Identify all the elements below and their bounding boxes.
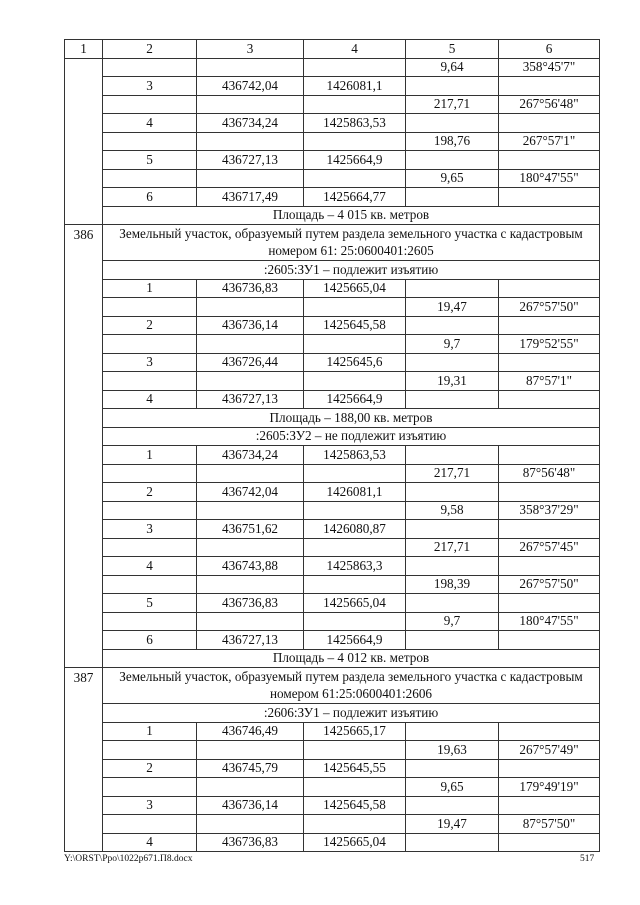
point-number: 6 [103, 188, 197, 207]
coordinate-x: 436727,13 [197, 390, 304, 409]
distance [406, 279, 499, 298]
table-row [65, 722, 600, 741]
table-row [65, 741, 600, 760]
coordinate-x: 436736,83 [197, 279, 304, 298]
coordinate-y: 1425664,9 [304, 390, 406, 409]
table-row [65, 501, 600, 520]
table-row [65, 114, 600, 133]
coordinate-x: 436727,13 [197, 631, 304, 650]
distance [406, 520, 499, 539]
coordinate-y [304, 575, 406, 594]
distance [406, 631, 499, 650]
direction-angle: 180°47'55" [499, 169, 600, 188]
distance [406, 390, 499, 409]
direction-angle: 358°45'7" [499, 58, 600, 77]
coordinate-x [197, 501, 304, 520]
direction-angle: 87°56'48" [499, 464, 600, 483]
coordinate-y: 1425664,77 [304, 188, 406, 207]
coordinate-y: 1425664,9 [304, 631, 406, 650]
coordinate-x [197, 575, 304, 594]
direction-angle: 267°57'50" [499, 298, 600, 317]
table-row [65, 353, 600, 372]
table-row [65, 279, 600, 298]
section-title-row [65, 225, 600, 261]
coordinate-y [304, 538, 406, 557]
distance: 198,39 [406, 575, 499, 594]
direction-angle [499, 151, 600, 170]
point-number: 3 [103, 796, 197, 815]
point-number [103, 575, 197, 594]
distance: 19,47 [406, 298, 499, 317]
area-text: Площадь – 4 015 кв. метров [103, 206, 600, 225]
direction-angle: 87°57'50" [499, 815, 600, 834]
coordinate-y: 1425645,6 [304, 353, 406, 372]
table-row [65, 833, 600, 852]
area-text: Площадь – 4 012 кв. метров [103, 649, 600, 668]
coordinate-x: 436734,24 [197, 446, 304, 465]
column-header: 1 [65, 40, 103, 59]
merged-row [65, 261, 600, 280]
point-number: 4 [103, 557, 197, 576]
coordinate-x: 436742,04 [197, 483, 304, 502]
coordinate-y [304, 95, 406, 114]
coordinate-y: 1425645,55 [304, 759, 406, 778]
lot-label: :2605:ЗУ2 – не подлежит изъятию [103, 427, 600, 446]
direction-angle [499, 631, 600, 650]
distance: 9,65 [406, 778, 499, 797]
point-number: 1 [103, 279, 197, 298]
coordinates-table [64, 39, 600, 852]
distance [406, 557, 499, 576]
section-title: Земельный участок, образуемый путем раздела земельного участка с кадастровым номером 61:25:0600401:2606 [103, 668, 600, 704]
coordinate-x [197, 778, 304, 797]
distance: 9,64 [406, 58, 499, 77]
coordinate-y [304, 501, 406, 520]
table-row [65, 95, 600, 114]
distance [406, 594, 499, 613]
distance [406, 151, 499, 170]
direction-angle [499, 759, 600, 778]
distance: 217,71 [406, 464, 499, 483]
merged-row [65, 409, 600, 428]
section-number: 386 [65, 225, 103, 668]
table-row [65, 612, 600, 631]
section-number [65, 58, 103, 225]
table-row [65, 77, 600, 96]
coordinate-x [197, 612, 304, 631]
table-row [65, 151, 600, 170]
distance: 9,65 [406, 169, 499, 188]
table-row [65, 631, 600, 650]
point-number [103, 95, 197, 114]
direction-angle [499, 557, 600, 576]
distance [406, 722, 499, 741]
coordinate-x: 436746,49 [197, 722, 304, 741]
coordinate-y: 1426081,1 [304, 77, 406, 96]
table-row [65, 575, 600, 594]
table-row [65, 316, 600, 335]
direction-angle [499, 390, 600, 409]
coordinate-y: 1425665,17 [304, 722, 406, 741]
point-number [103, 501, 197, 520]
table-row [65, 58, 600, 77]
table-row [65, 464, 600, 483]
coordinate-x [197, 58, 304, 77]
direction-angle: 179°52'55" [499, 335, 600, 354]
coordinate-y [304, 335, 406, 354]
point-number: 3 [103, 353, 197, 372]
coordinate-x: 436734,24 [197, 114, 304, 133]
direction-angle [499, 188, 600, 207]
point-number [103, 132, 197, 151]
table-row [65, 483, 600, 502]
coordinate-y: 1425665,04 [304, 279, 406, 298]
distance: 9,7 [406, 335, 499, 354]
point-number: 2 [103, 483, 197, 502]
direction-angle: 180°47'55" [499, 612, 600, 631]
table-row [65, 538, 600, 557]
table-row [65, 188, 600, 207]
coordinate-y: 1426080,87 [304, 520, 406, 539]
coordinate-x [197, 298, 304, 317]
coordinate-y [304, 58, 406, 77]
coordinate-x: 436736,14 [197, 796, 304, 815]
point-number [103, 298, 197, 317]
table-row [65, 298, 600, 317]
merged-row [65, 427, 600, 446]
direction-angle [499, 316, 600, 335]
lot-label: :2606:ЗУ1 – подлежит изъятию [103, 704, 600, 723]
distance: 217,71 [406, 538, 499, 557]
merged-row [65, 704, 600, 723]
section-number: 387 [65, 668, 103, 852]
point-number [103, 58, 197, 77]
direction-angle [499, 796, 600, 815]
direction-angle: 267°57'49" [499, 741, 600, 760]
direction-angle: 87°57'1" [499, 372, 600, 391]
table-row [65, 169, 600, 188]
point-number: 3 [103, 77, 197, 96]
coordinate-y [304, 778, 406, 797]
coordinate-y: 1425664,9 [304, 151, 406, 170]
coordinate-x: 436727,13 [197, 151, 304, 170]
distance: 19,31 [406, 372, 499, 391]
distance: 19,63 [406, 741, 499, 760]
column-header: 6 [499, 40, 600, 59]
point-number: 4 [103, 114, 197, 133]
direction-angle [499, 833, 600, 852]
coordinate-x: 436736,14 [197, 316, 304, 335]
point-number: 6 [103, 631, 197, 650]
point-number [103, 778, 197, 797]
direction-angle: 358°37'29" [499, 501, 600, 520]
coordinate-x [197, 815, 304, 834]
coordinate-y: 1425645,58 [304, 316, 406, 335]
coordinate-x [197, 95, 304, 114]
direction-angle: 267°57'1" [499, 132, 600, 151]
point-number: 2 [103, 759, 197, 778]
direction-angle: 267°56'48" [499, 95, 600, 114]
merged-row [65, 206, 600, 225]
point-number: 3 [103, 520, 197, 539]
direction-angle: 267°57'45" [499, 538, 600, 557]
table-row [65, 335, 600, 354]
merged-row [65, 649, 600, 668]
table-row [65, 557, 600, 576]
coordinate-y [304, 132, 406, 151]
column-header: 2 [103, 40, 197, 59]
point-number [103, 169, 197, 188]
distance: 217,71 [406, 95, 499, 114]
coordinate-x [197, 169, 304, 188]
direction-angle [499, 279, 600, 298]
direction-angle [499, 77, 600, 96]
coordinate-y: 1425665,04 [304, 833, 406, 852]
coordinate-x: 436717,49 [197, 188, 304, 207]
header-row [65, 40, 600, 59]
distance [406, 316, 499, 335]
direction-angle [499, 520, 600, 539]
point-number: 5 [103, 151, 197, 170]
coordinate-y: 1425863,53 [304, 446, 406, 465]
coordinate-x: 436751,62 [197, 520, 304, 539]
table-row [65, 815, 600, 834]
distance [406, 188, 499, 207]
coordinate-y: 1425665,04 [304, 594, 406, 613]
coordinate-y: 1425863,53 [304, 114, 406, 133]
coordinate-x: 436726,44 [197, 353, 304, 372]
table-row [65, 132, 600, 151]
point-number: 1 [103, 722, 197, 741]
coordinate-x: 436736,83 [197, 594, 304, 613]
table-row [65, 446, 600, 465]
distance [406, 483, 499, 502]
coordinate-y [304, 372, 406, 391]
table-row [65, 796, 600, 815]
page-number: 517 [580, 854, 595, 864]
section-title: Земельный участок, образуемый путем раздела земельного участка с кадастровым номером 61: 25:0600401:2605 [103, 225, 600, 261]
point-number: 4 [103, 390, 197, 409]
direction-angle [499, 722, 600, 741]
coordinate-x: 436736,83 [197, 833, 304, 852]
point-number [103, 815, 197, 834]
coordinate-x [197, 538, 304, 557]
direction-angle: 179°49'19" [499, 778, 600, 797]
direction-angle [499, 114, 600, 133]
distance [406, 833, 499, 852]
table-row [65, 594, 600, 613]
column-header: 3 [197, 40, 304, 59]
coordinate-y [304, 169, 406, 188]
lot-label: :2605:ЗУ1 – подлежит изъятию [103, 261, 600, 280]
distance: 19,47 [406, 815, 499, 834]
direction-angle [499, 483, 600, 502]
coordinate-y [304, 464, 406, 483]
point-number: 1 [103, 446, 197, 465]
coordinate-x [197, 464, 304, 483]
coordinate-y: 1426081,1 [304, 483, 406, 502]
table-row [65, 778, 600, 797]
point-number [103, 464, 197, 483]
coordinate-x: 436742,04 [197, 77, 304, 96]
coordinate-x: 436745,79 [197, 759, 304, 778]
distance [406, 77, 499, 96]
coordinate-y [304, 815, 406, 834]
table-row [65, 520, 600, 539]
section-title-row [65, 668, 600, 704]
direction-angle: 267°57'50" [499, 575, 600, 594]
file-path: Y:\ORST\Ррo\1022р671.П8.docx [64, 854, 193, 864]
table-row [65, 390, 600, 409]
coordinate-x [197, 372, 304, 391]
column-header: 4 [304, 40, 406, 59]
table-row [65, 372, 600, 391]
distance [406, 353, 499, 372]
coordinate-y [304, 612, 406, 631]
point-number [103, 741, 197, 760]
distance [406, 114, 499, 133]
point-number [103, 372, 197, 391]
point-number [103, 335, 197, 354]
point-number: 2 [103, 316, 197, 335]
table-row [65, 759, 600, 778]
direction-angle [499, 594, 600, 613]
distance [406, 446, 499, 465]
coordinate-y [304, 298, 406, 317]
area-text: Площадь – 188,00 кв. метров [103, 409, 600, 428]
point-number [103, 538, 197, 557]
distance [406, 796, 499, 815]
direction-angle [499, 353, 600, 372]
coordinate-y: 1425645,58 [304, 796, 406, 815]
coordinate-x [197, 335, 304, 354]
coordinate-y: 1425863,3 [304, 557, 406, 576]
distance: 9,58 [406, 501, 499, 520]
point-number: 4 [103, 833, 197, 852]
distance [406, 759, 499, 778]
column-header: 5 [406, 40, 499, 59]
distance: 198,76 [406, 132, 499, 151]
coordinate-y [304, 741, 406, 760]
distance: 9,7 [406, 612, 499, 631]
direction-angle [499, 446, 600, 465]
coordinate-x [197, 741, 304, 760]
point-number: 5 [103, 594, 197, 613]
coordinate-x [197, 132, 304, 151]
coordinate-x: 436743,88 [197, 557, 304, 576]
point-number [103, 612, 197, 631]
